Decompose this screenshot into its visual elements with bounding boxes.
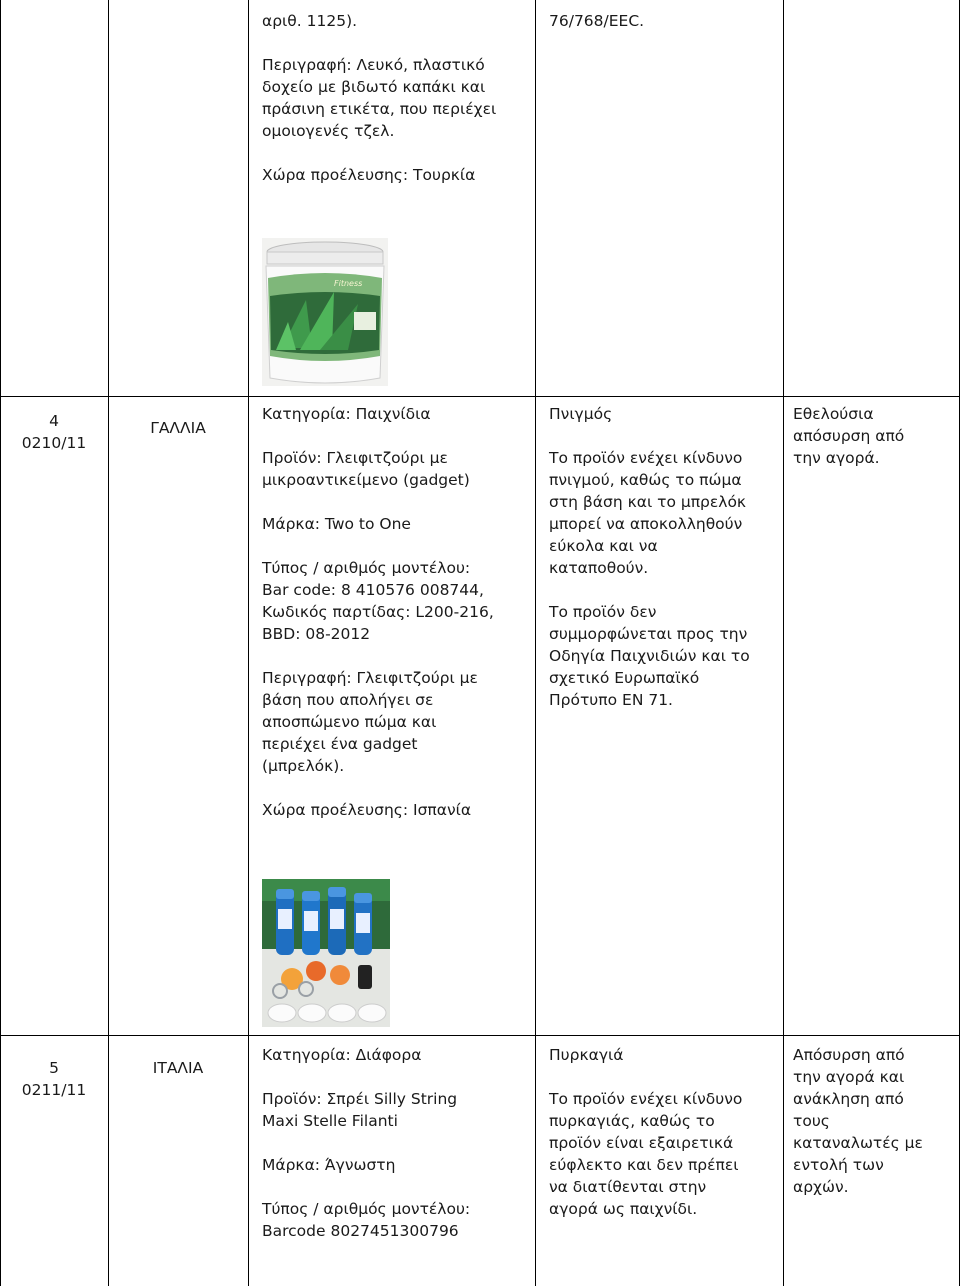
blank-line	[262, 777, 532, 799]
notification-code: 0210/11	[21, 434, 87, 452]
measure-text-line: απόσυρση από	[793, 427, 905, 445]
gel-jar-photo	[262, 238, 388, 386]
risk-text-line: Οδηγία Παιχνιδιών και το	[549, 647, 750, 665]
measure-text-line: εντολή των	[793, 1156, 884, 1174]
column-divider	[783, 0, 784, 1286]
product-text-line: Περιγραφή: Λευκό, πλαστικό	[262, 56, 485, 74]
product-description-cell	[262, 10, 532, 186]
measure-text-line: Εθελούσια	[793, 405, 874, 423]
risk-text-line: Πυρκαγιά	[549, 1046, 624, 1064]
product-text-line: Maxi Stelle Filanti	[262, 1112, 398, 1130]
jar-label-text: Fitness	[334, 279, 363, 288]
blank-line	[549, 579, 781, 601]
blank-line	[262, 645, 532, 667]
blank-line	[262, 425, 532, 447]
blank-line	[262, 1066, 532, 1088]
product-text-line: βάση που απολήγει σε	[262, 691, 434, 709]
row-divider	[0, 396, 960, 397]
product-text-line: αριθ. 1125).	[262, 12, 358, 30]
risk-text-line: στη βάση και το μπρελόκ	[549, 493, 747, 511]
product-text-line: Κατηγορία: Παιχνίδια	[262, 405, 431, 423]
product-text-line: μικροαντικείμενο (gadget)	[262, 471, 470, 489]
risk-text-line: πυρκαγιάς, καθώς το	[549, 1112, 715, 1130]
product-text-line: (μπρελόκ).	[262, 757, 345, 775]
blank-line	[262, 1176, 532, 1198]
row-number: 5	[49, 1059, 59, 1077]
product-text-line: Bar code: 8 410576 008744,	[262, 581, 484, 599]
product-text-line: Μάρκα: Άγνωστη	[262, 1156, 396, 1174]
blank-line	[262, 1132, 532, 1154]
product-text-line: Χώρα προέλευσης: Τουρκία	[262, 166, 476, 184]
notifying-country: ΓΑΛΛΙΑ	[150, 419, 206, 437]
column-divider	[248, 0, 249, 1286]
column-divider	[535, 0, 536, 1286]
notifying-country: ΙΤΑΛΙΑ	[152, 1059, 204, 1077]
risk-text-line: συμμορφώνεται προς την	[549, 625, 748, 643]
product-text-line: Barcode 8027451300796	[262, 1222, 459, 1240]
risk-text-line: Το προϊόν ενέχει κίνδυνο	[549, 1090, 743, 1108]
blank-line	[262, 491, 532, 513]
risk-text-line: Πνιγμός	[549, 405, 613, 423]
risk-text-line: εύφλεκτο και δεν πρέπει	[549, 1156, 739, 1174]
product-text-line: Κατηγορία: Διάφορα	[262, 1046, 422, 1064]
blank-line	[549, 1066, 781, 1088]
risk-cell	[549, 10, 779, 32]
lollipop-photo	[262, 879, 390, 1027]
product-text-line: Προϊόν: Σπρέι Silly String	[262, 1090, 458, 1108]
measures-cell	[793, 1044, 955, 1198]
risk-text-line: πνιγμού, καθώς το πώμα	[549, 471, 742, 489]
measure-text-line: την αγορά και	[793, 1068, 905, 1086]
risk-text-line: μπορεί να αποκολληθούν	[549, 515, 743, 533]
product-description-cell	[262, 1044, 532, 1242]
risk-text-line: προϊόν είναι εξαιρετικά	[549, 1134, 734, 1152]
product-text-line: περιέχει ένα gadget	[262, 735, 418, 753]
blank-line	[262, 535, 532, 557]
product-text-line: δοχείο με βιδωτό καπάκι και	[262, 78, 486, 96]
risk-text-line: Πρότυπο EN 71.	[549, 691, 673, 709]
measure-text-line: Απόσυρση από	[793, 1046, 905, 1064]
product-text-line: Κωδικός παρτίδας: L200-216,	[262, 603, 494, 621]
product-text-line: ομοιογενές τζελ.	[262, 122, 395, 140]
country-cell	[108, 1057, 248, 1079]
product-text-line: Προϊόν: Γλειφιτζούρι με	[262, 449, 448, 467]
product-text-line: Χώρα προέλευσης: Ισπανία	[262, 801, 472, 819]
product-text-line: Τύπος / αριθμός μοντέλου:	[262, 559, 471, 577]
product-description-cell	[262, 403, 532, 821]
column-divider	[108, 0, 109, 1286]
risk-text-line: να διατίθενται στην	[549, 1178, 707, 1196]
notification-number-cell	[0, 410, 108, 454]
product-text-line: Περιγραφή: Γλειφιτζούρι με	[262, 669, 478, 687]
blank-line	[549, 425, 781, 447]
blank-line	[262, 142, 532, 164]
product-text-line: BBD: 08-2012	[262, 625, 371, 643]
measure-text-line: τους	[793, 1112, 830, 1130]
measure-text-line: την αγορά.	[793, 449, 880, 467]
product-text-line: αποσπώμενο πώμα και	[262, 713, 437, 731]
risk-text-line: αγορά ως παιχνίδι.	[549, 1200, 698, 1218]
measures-cell	[793, 403, 955, 469]
risk-text-line: εύκολα και να	[549, 537, 658, 555]
country-cell	[108, 417, 248, 439]
row-number: 4	[49, 412, 59, 430]
notification-number-cell	[0, 1057, 108, 1101]
risk-text-line: Το προϊόν ενέχει κίνδυνο	[549, 449, 743, 467]
directive-text: 76/768/EEC.	[549, 12, 645, 30]
risk-cell	[549, 1044, 781, 1220]
measure-text-line: αρχών.	[793, 1178, 849, 1196]
risk-text-line: σχετικό Ευρωπαϊκό	[549, 669, 700, 687]
product-text-line: Μάρκα: Two to One	[262, 515, 411, 533]
notification-code: 0211/11	[21, 1081, 87, 1099]
measure-text-line: ανάκληση από	[793, 1090, 904, 1108]
product-text-line: Τύπος / αριθμός μοντέλου:	[262, 1200, 471, 1218]
row-divider	[0, 1035, 960, 1036]
risk-text-line: Το προϊόν δεν	[549, 603, 657, 621]
blank-line	[262, 32, 532, 54]
risk-cell	[549, 403, 781, 711]
risk-text-line: καταποθούν.	[549, 559, 649, 577]
product-text-line: πράσινη ετικέτα, που περιέχει	[262, 100, 497, 118]
measure-text-line: καταναλωτές με	[793, 1134, 923, 1152]
